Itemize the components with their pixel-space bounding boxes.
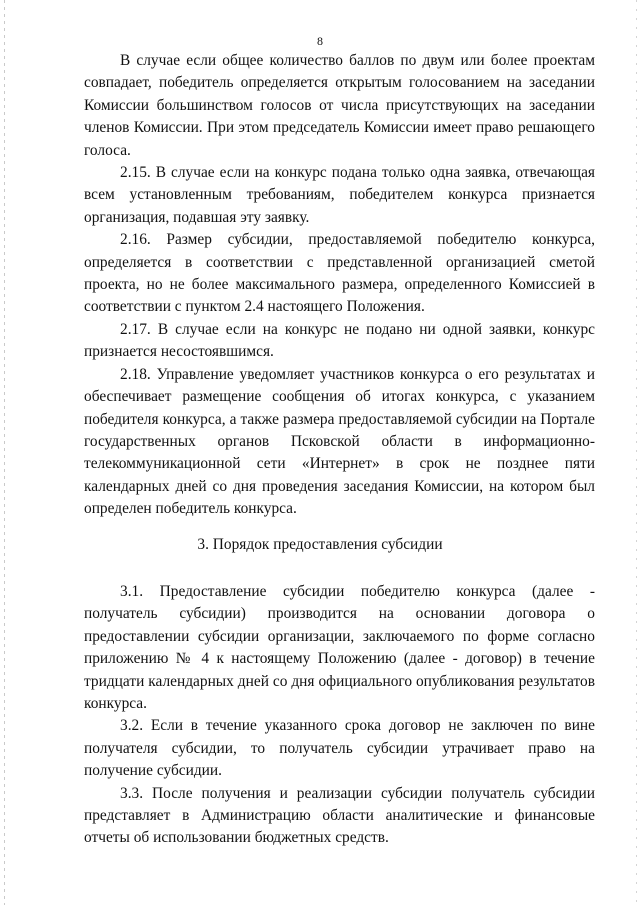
paragraph-2-17: 2.17. В случае если на конкурс не подано ни одной заявки, конкурс признается несостоявшимся. (84, 320, 595, 361)
paragraph-2-18: 2.18. Управление уведомляет участников конкурса о его результатах и обеспечивает размещение сообщения об итогах конкурса, с указанием победителя конкурса, а также размера предоставляемой субсидии на Портале государственных органов Псковской области в информационно-телекоммуникационной сети «Интернет» в срок не позднее пяти календарных дней со дня проведения заседания Комиссии, на котором был определен победитель конкурса. (84, 365, 595, 518)
paragraph-2-16: 2.16. Размер субсидии, предоставляемой победителю конкурса, определяется в соответствии с представленной организацией сметой проекта, но не более максимального размера, определенного Комиссией в соответствии с пунктом 2.4 настоящего Положения. (84, 231, 595, 316)
section-3-body (84, 581, 595, 850)
section-2-continuation (84, 50, 595, 521)
paragraph-tie-rule: В случае если общее количество баллов по двум или более проектам совпадает, победитель определяется открытым голосованием на заседании Комиссии большинством голосов от числа присутствующих на заседании членов Комиссии. При этом председатель Комиссии имеет право решающего голоса. (84, 52, 595, 159)
paragraph-3-3: 3.3. После получения и реализации субсидии получатель субсидии представляет в Администрацию области аналитические и финансовые отчеты об использовании бюджетных средств. (84, 784, 595, 847)
scan-edge-right (636, 0, 637, 905)
paragraph-3-2: 3.2. Если в течение указанного срока договор не заключен по вине получателя субсидии, то получатель субсидии утрачивает право на получение субсидии. (84, 717, 595, 780)
paragraph-3-1: 3.1. Предоставление субсидии победителю конкурса (далее - получатель субсидии) производится на основании договора о предоставлении субсидии организации, заключаемого по форме согласно приложению № 4 к настоящему Положению (далее - договор) в течение тридцати календарных дней со дня официального опубликования результатов конкурса. (84, 583, 595, 713)
scan-edge-left (4, 0, 5, 905)
page-number: 8 (317, 34, 323, 48)
paragraph-2-15: 2.15. В случае если на конкурс подана только одна заявка, отвечающая всем установленным требованиям, победителем конкурса признается организация, подавшая эту заявку. (84, 164, 595, 226)
section-3-heading: 3. Порядок предоставления субсидии (197, 536, 443, 553)
